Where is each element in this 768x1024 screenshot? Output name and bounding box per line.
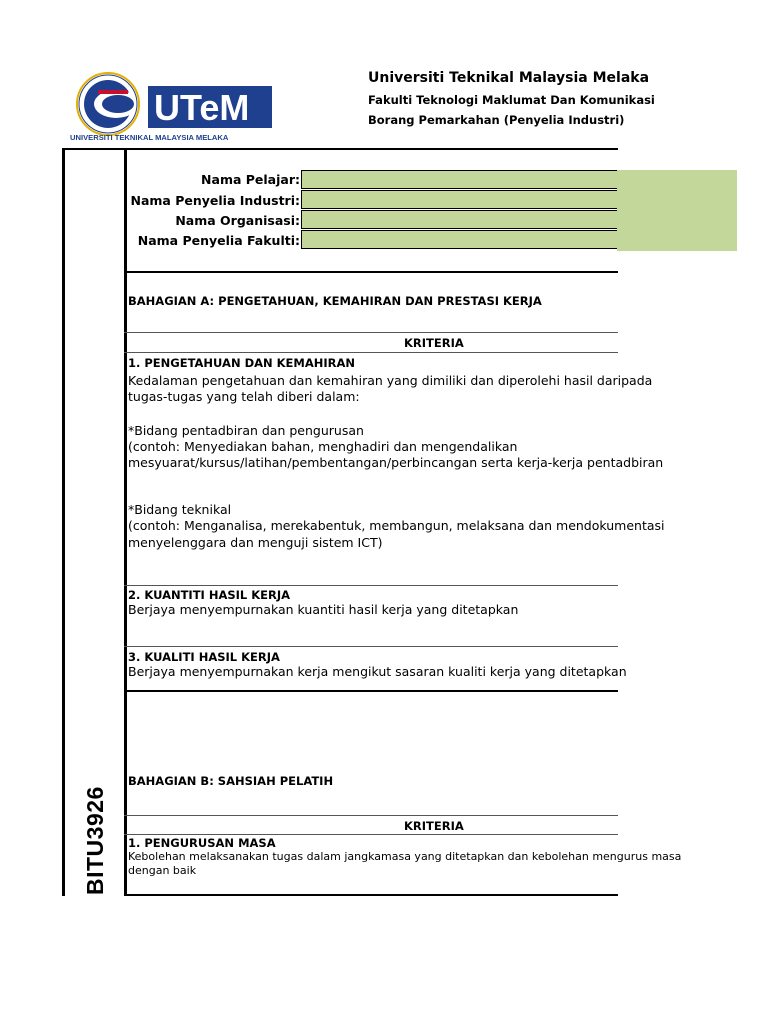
criteria-a1-technical: *Bidang teknikal: [128, 502, 232, 517]
divider-criteria-a2: [124, 585, 618, 586]
field-nama-penyelia-fakulti[interactable]: [301, 230, 618, 249]
criteria-a1-title: 1. PENGETAHUAN DAN KEMAHIRAN: [128, 356, 356, 370]
criteria-b1-line2: dengan baik: [128, 864, 197, 877]
field-label-nama-organisasi: Nama Organisasi:: [175, 213, 300, 228]
criteria-a1-technical-example1: (contoh: Menganalisa, merekabentuk, membangun, melaksana dan mendokumentasi: [128, 518, 665, 533]
frame-inner-border: [124, 148, 127, 896]
field-nama-penyelia-industri[interactable]: [301, 190, 618, 209]
criteria-a1-line2: tugas-tugas yang telah diberi dalam:: [128, 389, 360, 404]
section-a-title: BAHAGIAN A: PENGETAHUAN, KEMAHIRAN DAN PRESTASI KERJA: [128, 294, 542, 308]
divider-section-a-criteria: [124, 352, 618, 353]
section-b-column-header: KRITERIA: [404, 819, 464, 833]
divider-section-a-end: [124, 690, 618, 692]
field-label-nama-penyelia-industri: Nama Penyelia Industri:: [130, 193, 300, 208]
field-label-nama-penyelia-fakulti: Nama Penyelia Fakulti:: [137, 233, 300, 248]
criteria-a1-admin: *Bidang pentadbiran dan pengurusan: [128, 423, 364, 438]
university-name: Universiti Teknikal Malaysia Melaka: [368, 70, 650, 86]
utem-logo: [68, 70, 274, 148]
criteria-a3-title: 3. KUALITI HASIL KERJA: [128, 650, 280, 664]
divider-section-b-criteria: [124, 834, 618, 835]
divider-info: [124, 271, 618, 273]
field-nama-pelajar[interactable]: [301, 170, 618, 189]
divider-section-b-end: [124, 894, 618, 896]
criteria-b1-title: 1. PENGURUSAN MASA: [128, 836, 276, 850]
criteria-b1-line1: Kebolehan melaksanakan tugas dalam jangkamasa yang ditetapkan dan kebolehan mengurus masa: [128, 850, 682, 863]
section-b-title: BAHAGIAN B: SAHSIAH PELATIH: [128, 774, 334, 788]
section-a-column-header: KRITERIA: [404, 336, 464, 350]
field-area-extension: [617, 170, 737, 251]
criteria-a1-admin-example1: (contoh: Menyediakan bahan, menghadiri dan mengendalikan: [128, 439, 518, 454]
criteria-a3-text: Berjaya menyempurnakan kerja mengikut sasaran kualiti kerja yang ditetapkan: [128, 664, 627, 679]
course-code-vertical: BITU3926: [82, 786, 108, 895]
field-nama-organisasi[interactable]: [301, 210, 618, 229]
faculty-name: Fakulti Teknologi Maklumat Dan Komunikasi: [368, 93, 655, 107]
frame-top-border: [62, 148, 618, 150]
divider-criteria-a3: [124, 646, 618, 647]
frame-left-border: [62, 148, 65, 896]
logo-brand-text: UTeM: [154, 87, 250, 128]
criteria-a1-admin-example2: mesyuarat/kursus/latihan/pembentangan/perbincangan serta kerja-kerja pentadbiran: [128, 455, 664, 470]
divider-section-b-header: [124, 815, 618, 816]
logo-banner-text: UNIVERSITI TEKNIKAL MALAYSIA MELAKA: [70, 133, 229, 142]
criteria-a2-text: Berjaya menyempurnakan kuantiti hasil kerja yang ditetapkan: [128, 602, 519, 617]
divider-section-a-header: [124, 332, 618, 333]
criteria-a1-line1: Kedalaman pengetahuan dan kemahiran yang dimiliki dan diperolehi hasil daripada: [128, 373, 653, 388]
criteria-a2-title: 2. KUANTITI HASIL KERJA: [128, 588, 291, 602]
form-title: Borang Pemarkahan (Penyelia Industri): [368, 113, 625, 127]
criteria-a1-technical-example2: menyelenggara dan menguji sistem ICT): [128, 535, 383, 550]
field-label-nama-pelajar: Nama Pelajar:: [201, 172, 300, 187]
